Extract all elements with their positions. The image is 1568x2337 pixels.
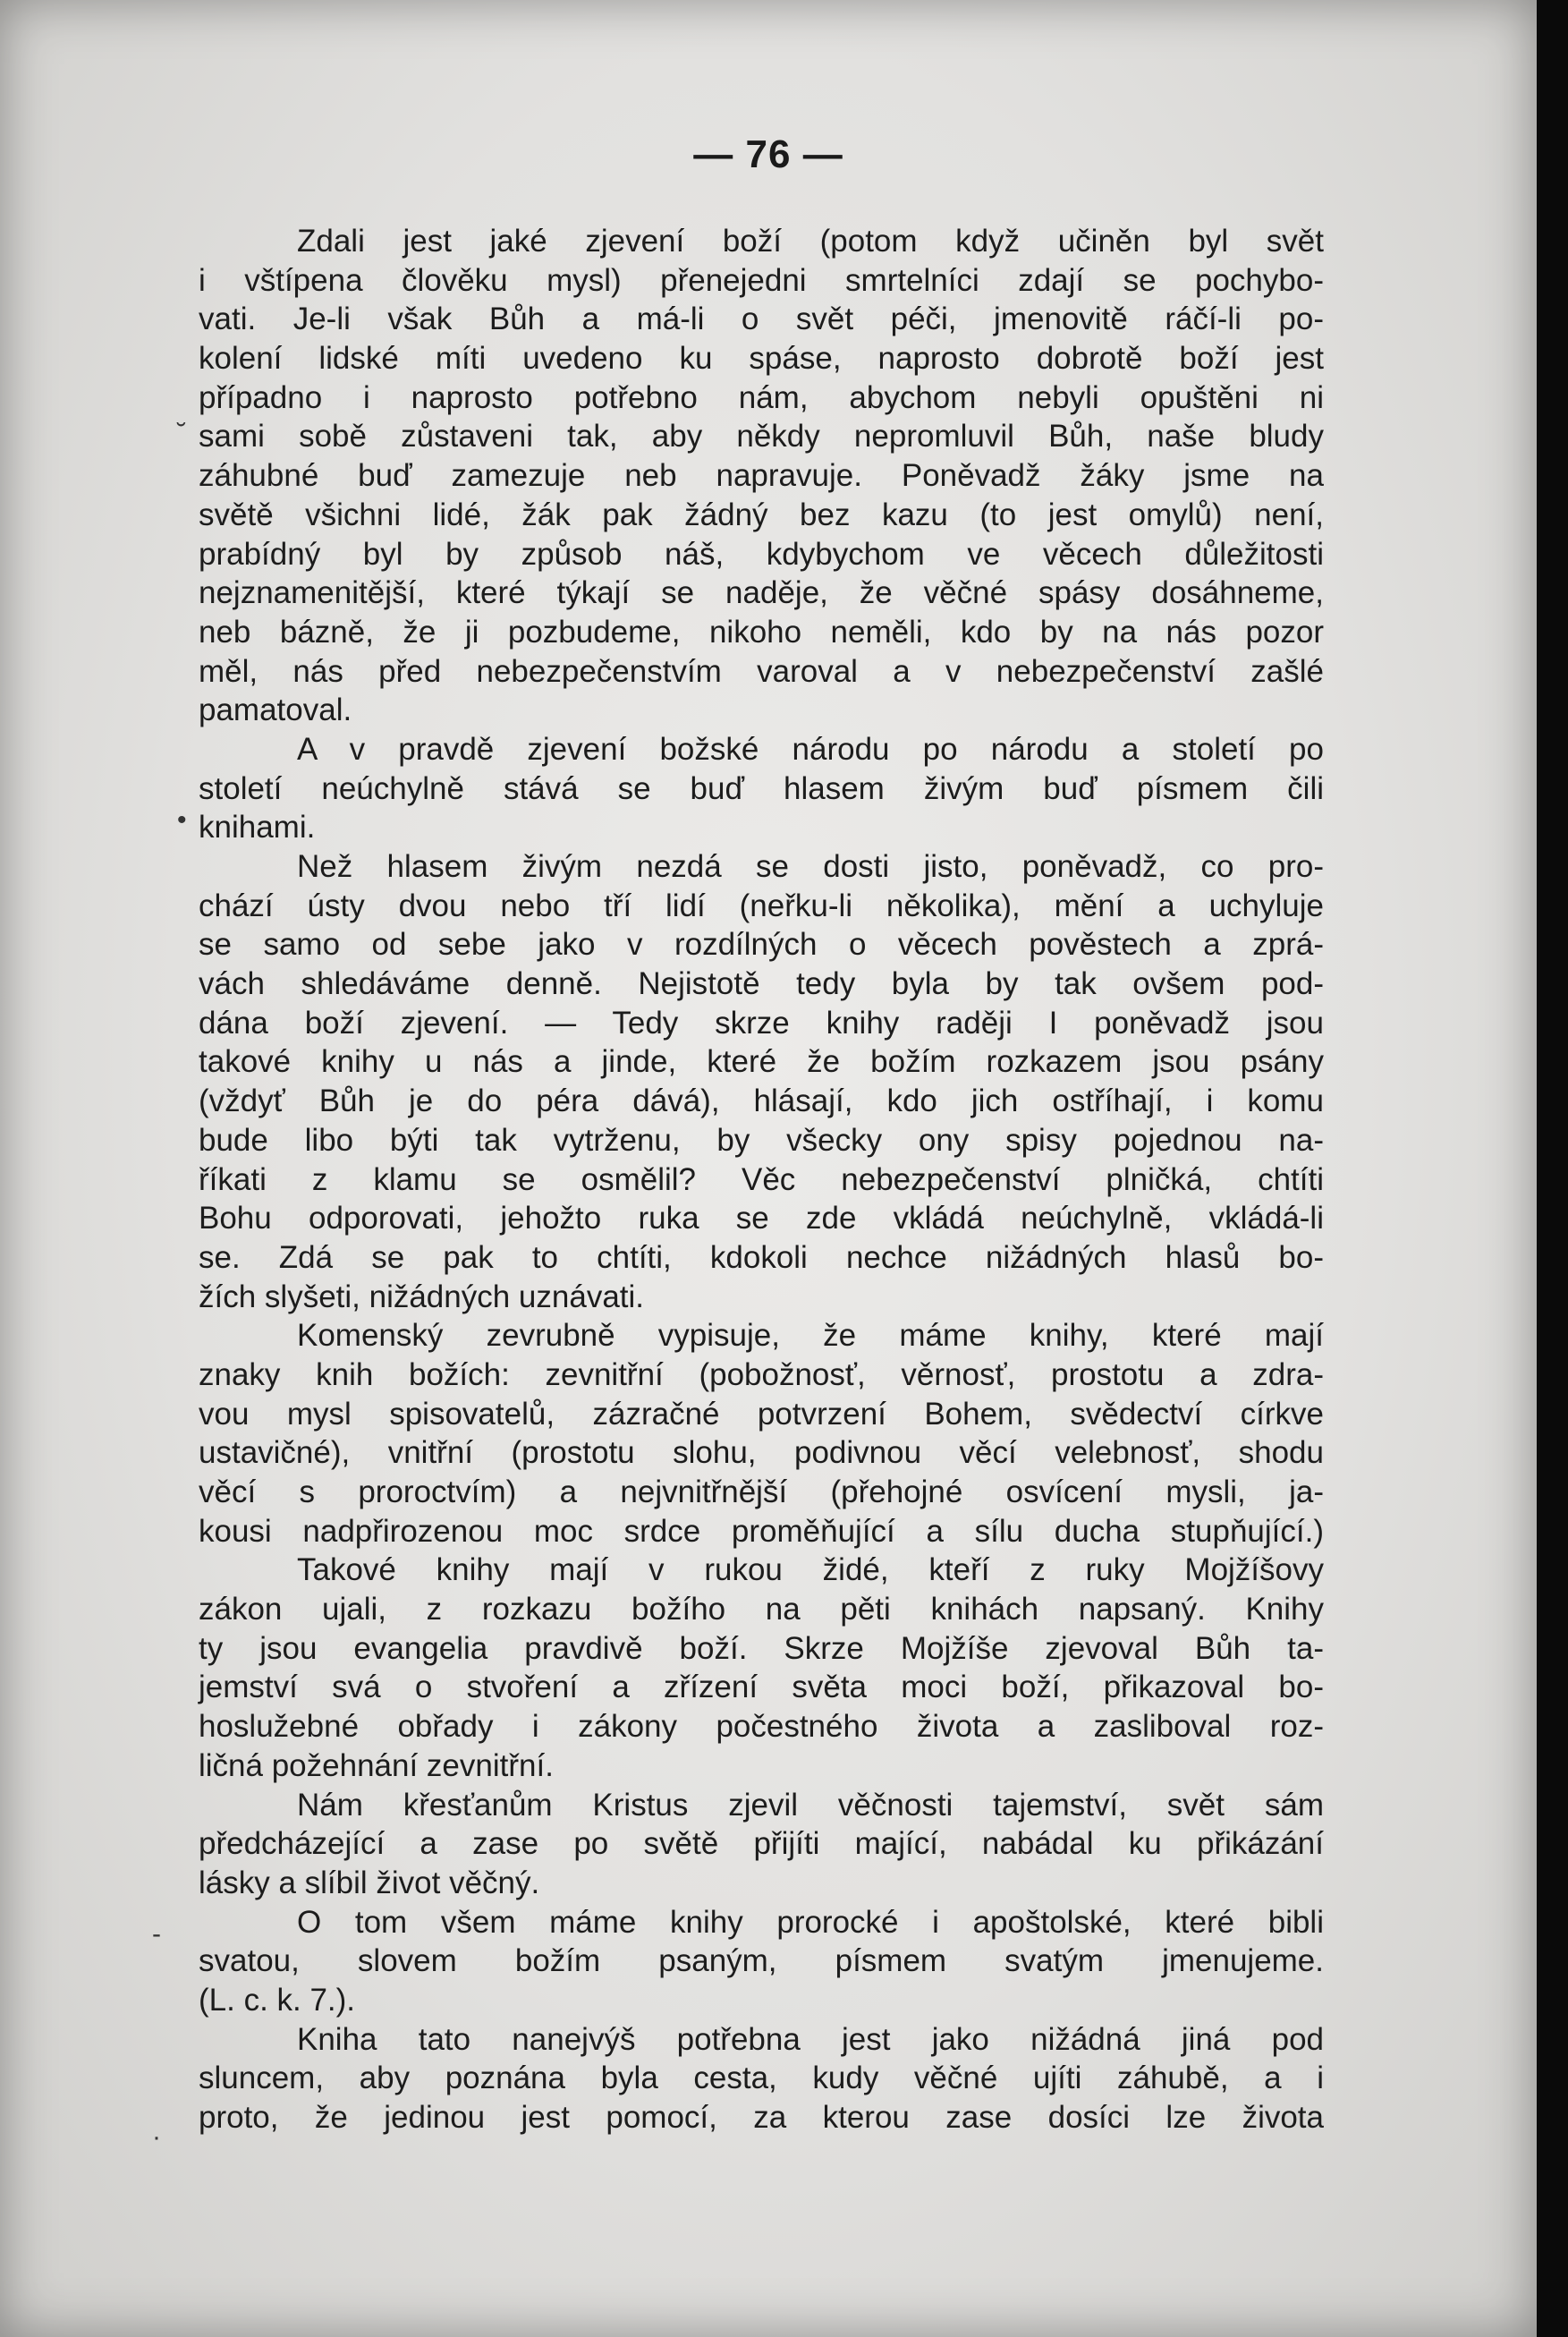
paragraph bbox=[199, 730, 1324, 847]
text-line: znaky knih božích: zevnitřní (pobožnosť, věrnosť, prostotu a zdra- bbox=[199, 1356, 1324, 1392]
text-line: Bohu odporovati, jehožto ruka se zde vkládá neúchylně, vkládá-li bbox=[199, 1201, 1324, 1236]
paragraph bbox=[199, 1551, 1324, 1785]
paragraph bbox=[199, 1903, 1324, 2020]
text-line: knihami. bbox=[199, 810, 316, 846]
text-line: Zdali jest jaké zjevení boží (potom když učiněn byl svět bbox=[297, 224, 1324, 259]
text-line: Než hlasem živým nezdá se dosti jisto, poněvadž, co pro- bbox=[297, 849, 1324, 884]
text-line: A v pravdě zjevení božské národu po národu a století po bbox=[297, 731, 1324, 767]
text-line: sami sobě zůstaveni tak, aby někdy nepromluvil Bůh, naše bludy bbox=[199, 419, 1324, 455]
paragraph bbox=[199, 1316, 1324, 1551]
text-line: svatou, slovem božím psaným, písmem svatým jmenujeme. bbox=[199, 1943, 1324, 1979]
text-line: vách shledáváme denně. Nejistotě tedy byla by tak ovšem pod- bbox=[199, 966, 1324, 1002]
text-line: případno i naprosto potřebno nám, abychom nebyli opuštěni ni bbox=[199, 379, 1324, 415]
text-line: ličná požehnání zevnitřní. bbox=[199, 1747, 554, 1783]
text-line: takové knihy u nás a jinde, které že božím rozkazem jsou psány bbox=[199, 1044, 1324, 1080]
paragraph bbox=[199, 847, 1324, 1316]
margin-speck: ˘ bbox=[177, 419, 186, 448]
text-line: žích slyšeti, nižádných uznávati. bbox=[199, 1279, 645, 1314]
text-line: ty jsou evangelia pravdivě boží. Skrze Mojžíše zjevoval Bůh ta- bbox=[199, 1630, 1324, 1666]
text-line: století neúchylně stává se buď hlasem živým buď písmem čili bbox=[199, 770, 1324, 806]
margin-speck: • bbox=[177, 805, 187, 835]
text-line: dána boží zjevení. — Tedy skrze knihy raději I poněvadž jsou bbox=[199, 1005, 1324, 1041]
text-line: chází ústy dvou nebo tří lidí (neřku-li několika), mění a uchyluje bbox=[199, 888, 1324, 923]
text-line: se samo od sebe jako v rozdílných o věcech pověstech a zprá- bbox=[199, 927, 1324, 963]
text-line: záhubné buď zamezuje neb napravuje. Poněvadž žáky jsme na bbox=[199, 458, 1324, 494]
text-line: i vštípena člověku mysl) přenejedni smrtelníci zdají se pochybo- bbox=[199, 262, 1324, 298]
text-line: (L. c. k. 7.). bbox=[199, 1982, 356, 2018]
text-line: Komenský zevrubně vypisuje, že máme knihy, které mají bbox=[297, 1318, 1324, 1354]
text-line: Nám křesťanům Kristus zjevil věčnosti tajemství, svět sám bbox=[297, 1787, 1324, 1823]
text-line: vou mysl spisovatelů, zázračné potvrzení Bohem, svědectví církve bbox=[199, 1396, 1324, 1432]
text-line: jemství svá o stvoření a zřízení světa moci boží, přikazoval bo- bbox=[199, 1670, 1324, 1705]
text-line: Takové knihy mají v rukou židé, kteří z ruky Mojžíšovy bbox=[297, 1552, 1324, 1588]
text-line: světě všichni lidé, žák pak žádný bez kazu (to jest omylů) není, bbox=[199, 497, 1324, 532]
text-line: hoslužebné obřady i zákony počestného života a zasliboval roz- bbox=[199, 1709, 1324, 1745]
text-line: sluncem, aby poznána byla cesta, kudy věčné ujíti záhubě, a i bbox=[199, 2061, 1324, 2096]
text-line: pamatoval. bbox=[199, 693, 352, 728]
text-line: neb bázně, že ji pozbudeme, nikoho neměli, kdo by na nás pozor bbox=[199, 614, 1324, 650]
text-line: měl, nás před nebezpečenstvím varoval a v nebezpečenství zašlé bbox=[199, 653, 1324, 689]
text-line: prabídný byl by způsob náš, kdybychom ve věcech důležitosti bbox=[199, 536, 1324, 572]
text-line: věcí s proroctvím) a nejvnitřnější (přehojné osvícení mysli, ja- bbox=[199, 1474, 1324, 1509]
body-text bbox=[199, 222, 1324, 2137]
paragraph bbox=[199, 222, 1324, 730]
paragraph bbox=[199, 2020, 1324, 2137]
text-line: ustavičné), vnitřní (prostotu slohu, podivnou věcí velebnosť, shodu bbox=[199, 1435, 1324, 1471]
page-number: — 76 — bbox=[693, 132, 843, 176]
text-line: proto, že jedinou jest pomocí, za kterou zase dosíci lze života bbox=[199, 2100, 1324, 2135]
margin-speck: · bbox=[152, 2122, 161, 2152]
text-line: kolení lidské míti uvedeno ku spáse, naprosto dobrotě boží jest bbox=[199, 341, 1324, 377]
text-line: předcházející a zase po světě přijíti mající, nabádal ku přikázání bbox=[199, 1826, 1324, 1862]
text-line: O tom všem máme knihy prorocké i apoštolské, které bibli bbox=[297, 1904, 1324, 1940]
text-line: zákon ujali, z rozkazu božího na pěti knihách napsaný. Knihy bbox=[199, 1592, 1324, 1627]
text-line: lásky a slíbil život věčný. bbox=[199, 1865, 540, 1900]
text-line: nejznamenitější, které týkají se naděje, že věčné spásy dosáhneme, bbox=[199, 575, 1324, 611]
text-line: kousi nadpřirozenou moc srdce proměňující a sílu ducha stupňující.) bbox=[199, 1513, 1324, 1549]
margin-speck: - bbox=[152, 1919, 161, 1949]
paragraph bbox=[199, 1786, 1324, 1903]
text-line: říkati z klamu se osmělil? Věc nebezpečenství plničká, chtíti bbox=[199, 1161, 1324, 1197]
page-edge bbox=[1537, 0, 1568, 2337]
text-line: bude libo býti tak vytrženu, by všecky ony spisy pojednou na- bbox=[199, 1122, 1324, 1158]
text-line: vati. Je-li však Bůh a má-li o svět péči, jmenovitě ráčí-li po- bbox=[199, 302, 1324, 337]
text-line: (vždyť Bůh je do péra dává), hlásají, kdo jich ostříhají, i komu bbox=[199, 1084, 1324, 1119]
text-line: se. Zdá se pak to chtíti, kdokoli nechce nižádných hlasů bo- bbox=[199, 1239, 1324, 1275]
text-line: Kniha tato nanejvýš potřebna jest jako nižádná jiná pod bbox=[297, 2021, 1324, 2057]
